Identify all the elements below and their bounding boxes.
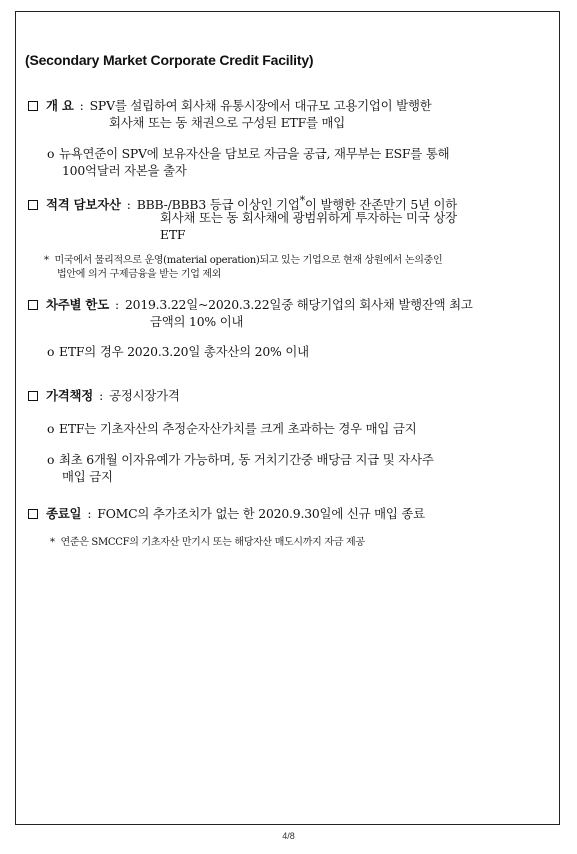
pricing-section (28, 387, 553, 404)
pricing-bullet1 (47, 420, 552, 437)
bullet-mark: o (47, 452, 55, 467)
borrower-limit-section (28, 296, 553, 313)
collateral-line3: ETF (160, 227, 186, 242)
checkbox-square-icon (28, 200, 38, 210)
pricing-bullet2-line1: 최초 6개월 이자유예가 가능하며, 동 거치기간중 배당금 지급 및 자사주 (59, 452, 434, 467)
page-number: 4/8 (282, 831, 295, 841)
collateral-label: 적격 담보자산 (46, 197, 121, 213)
pricing-bullet2-line2: 매입 금지 (62, 469, 113, 484)
pricing-label: 가격책정 (46, 388, 94, 403)
facility-title: (Secondary Market Corporate Credit Facility) (25, 52, 314, 68)
bullet-mark: o (47, 421, 55, 436)
footnote-star: * (299, 194, 305, 207)
collateral-line1b: 이 발행한 잔존만기 5년 이하 (304, 197, 458, 213)
borrower-limit-label: 차주별 한도 (46, 297, 109, 312)
overview-bullet (47, 145, 552, 162)
checkbox-square-icon (28, 509, 38, 519)
termination-note (50, 536, 550, 550)
borrower-limit-colon: : (114, 297, 119, 312)
checkbox-square-icon (28, 391, 38, 401)
overview-bullet-line2: 100억달러 자본을 출자 (62, 163, 187, 178)
overview-colon: : (79, 98, 84, 113)
note-mark: * (50, 537, 55, 548)
bullet-mark: o (47, 344, 55, 359)
pricing-line1: 공정시장가격 (109, 388, 180, 403)
collateral-note (44, 254, 554, 268)
pricing-bullet1-text: ETF는 기초자산의 추정순자산가치를 크게 초과하는 경우 매입 금지 (59, 421, 417, 436)
page-frame (15, 11, 560, 825)
borrower-limit-bullet-line1: ETF의 경우 2020.3.20일 총자산의 20% 이내 (59, 344, 309, 359)
pricing-colon: : (99, 388, 104, 403)
borrower-limit-line1: 2019.3.22일~2020.3.22일중 해당기업의 회사채 발행잔액 최고 (124, 297, 473, 312)
borrower-limit-line2: 금액의 10% 이내 (150, 314, 244, 329)
termination-line1: FOMC의 추가조치가 없는 한 2020.9.30일에 신규 매입 종료 (97, 506, 425, 521)
overview-line2: 회사채 또는 동 채권으로 구성된 ETF를 매입 (109, 115, 346, 130)
termination-note-line1: 연준은 SMCCF의 기초자산 만기시 또는 해당자산 매도시까지 자금 제공 (60, 537, 365, 548)
checkbox-square-icon (28, 101, 38, 111)
overview-label: 개 요 (46, 98, 74, 113)
overview-line1: SPV를 설립하여 회사채 유통시장에서 대규모 고용기업이 발행한 (89, 98, 432, 113)
collateral-line2: 회사채 또는 동 회사채에 광범위하게 투자하는 미국 상장 (160, 210, 457, 225)
checkbox-square-icon (28, 300, 38, 310)
termination-label: 종료일 (46, 506, 82, 521)
collateral-colon: : (126, 197, 131, 213)
termination-section (28, 505, 553, 522)
bullet-mark: o (47, 146, 55, 161)
borrower-limit-bullet (47, 343, 552, 360)
overview-section (28, 97, 553, 114)
termination-colon: : (87, 506, 92, 521)
pricing-bullet2 (47, 451, 552, 468)
overview-bullet-line1: 뉴욕연준이 SPV에 보유자산을 담보로 자금을 공급, 재무부는 ESF를 통해 (59, 146, 450, 161)
collateral-note-line2: 법안에 의거 구제금융을 받는 기업 제외 (57, 269, 222, 280)
collateral-line1a: BBB-/BBB3 등급 이상인 기업 (136, 197, 300, 213)
note-mark: * (44, 255, 49, 266)
collateral-note-line1: 미국에서 물리적으로 운영(material operation)되고 있는 기업으로 현재 상원에서 논의중인 (54, 255, 443, 266)
